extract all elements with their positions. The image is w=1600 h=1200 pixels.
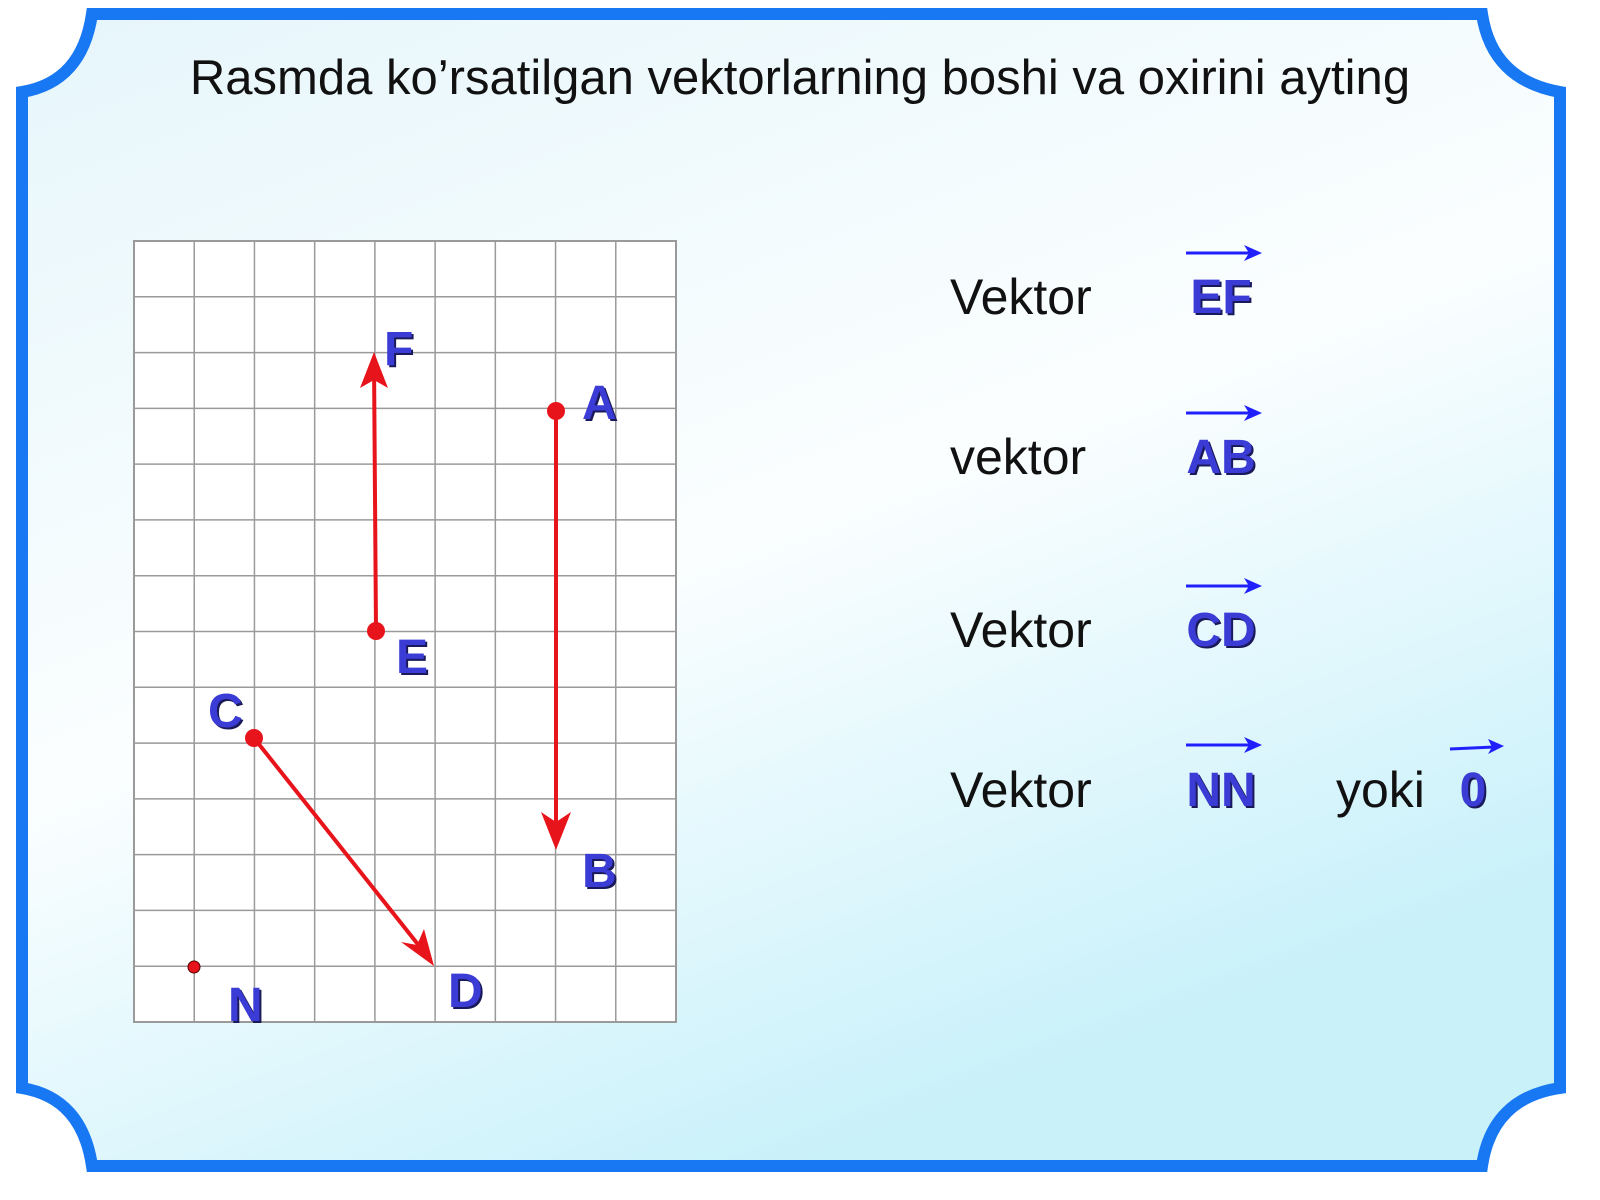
- row-4-word: Vektor: [950, 762, 1092, 818]
- label-n: N: [228, 979, 263, 1032]
- row-4-or-word: yoki: [1336, 762, 1425, 818]
- vector-ef: [374, 362, 376, 631]
- row-2-vector: AB: [1186, 431, 1256, 484]
- label-a: A: [582, 377, 617, 430]
- row-2-vector-arrow-icon: [1184, 403, 1264, 423]
- row-3-word: Vektor: [950, 602, 1092, 658]
- row-2-word: vektor: [950, 429, 1087, 485]
- label-e: E: [396, 631, 429, 684]
- label-f: F: [384, 323, 414, 376]
- point-c: [245, 729, 263, 747]
- point-e: [367, 622, 385, 640]
- label-d: D: [448, 965, 483, 1018]
- row-3-vector: CD: [1186, 604, 1256, 657]
- point-a: [547, 402, 565, 420]
- row-1-vector-arrow-icon: [1184, 243, 1264, 263]
- row-3-vector-arrow-icon: [1184, 576, 1264, 596]
- row-1-vector: EF: [1190, 271, 1252, 324]
- label-c: C: [208, 685, 243, 738]
- zero-vector-arrow-icon: [1446, 737, 1506, 757]
- zero-vector: 0: [1459, 764, 1487, 817]
- label-b: B: [582, 845, 617, 898]
- row-1-word: Vektor: [950, 269, 1092, 325]
- point-n: [188, 961, 200, 973]
- slide-title: Rasmda ko’rsatilgan vektorlarning boshi va oxirini ayting: [189, 51, 1411, 105]
- row-4-vector: NN: [1186, 764, 1256, 817]
- row-4-vector-arrow-icon: [1184, 735, 1264, 755]
